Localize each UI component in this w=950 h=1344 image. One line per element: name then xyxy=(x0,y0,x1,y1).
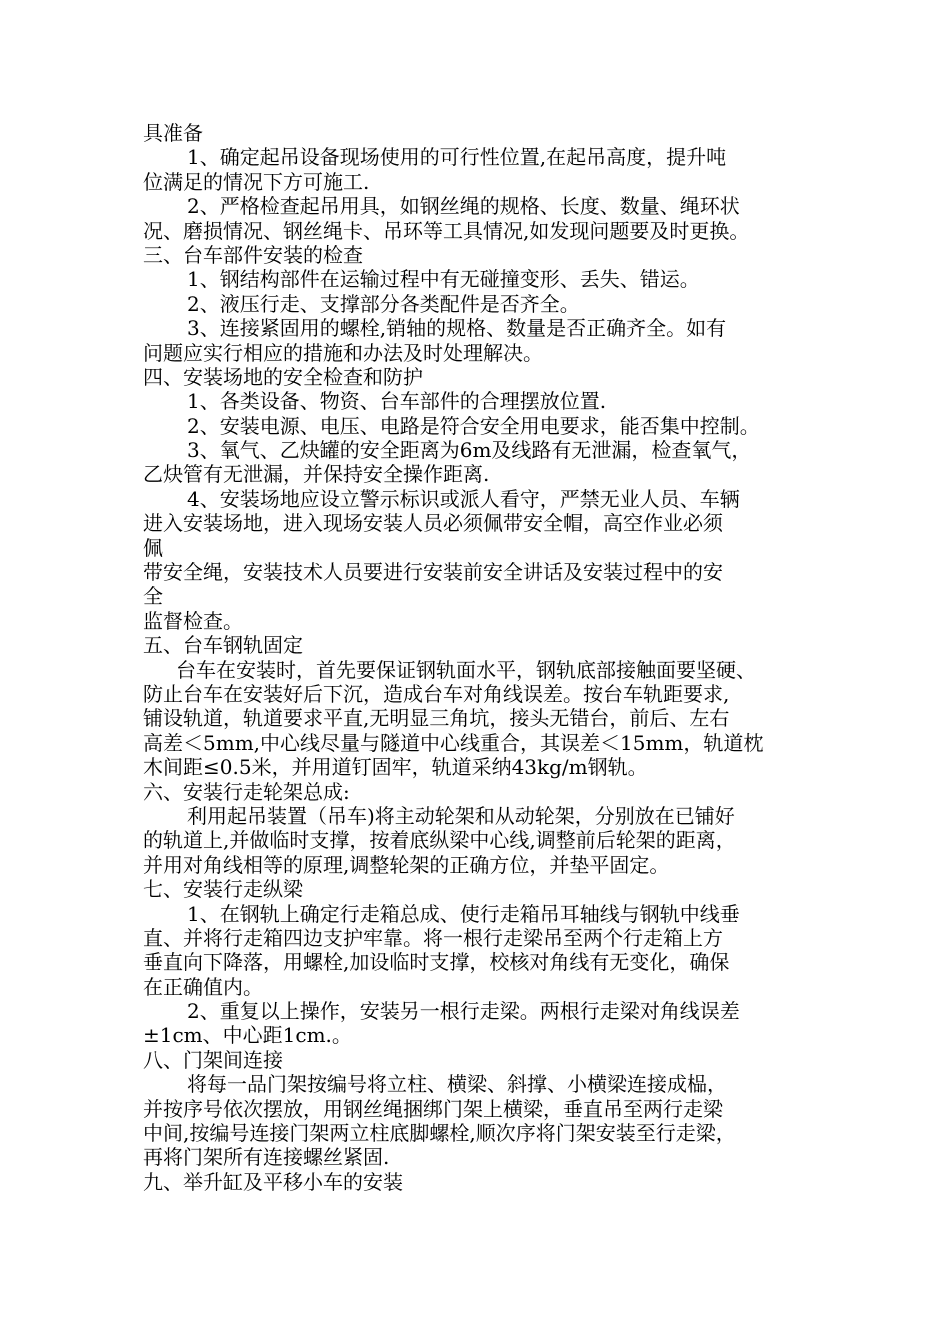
text-line: 四、安装场地的安全检查和防护 xyxy=(143,364,423,389)
text-line: 铺设轨道，轨道要求平直,无明显三角坑，接头无错台，前后、左右 xyxy=(143,706,730,731)
text-line: 进入安装场地，进入现场安装人员必须佩带安全帽，高空作业必须 xyxy=(143,511,723,536)
text-line: 位满足的情况下方可施工. xyxy=(143,169,370,194)
text-line: 2、严格检查起吊用具，如钢丝绳的规格、长度、数量、绳环状 xyxy=(187,194,740,219)
text-line: 直、并将行走箱四边支护牢靠。将一根行走梁吊至两个行走箱上方 xyxy=(143,925,723,950)
text-line: 1、钢结构部件在运输过程中有无碰撞变形、丢失、错运。 xyxy=(187,267,700,292)
text-line: 并用对角线相等的原理,调整轮架的正确方位，并垫平固定。 xyxy=(143,852,670,877)
text-line: 九、举升缸及平移小车的安装 xyxy=(143,1169,403,1194)
text-line: 2、液压行走、支撑部分各类配件是否齐全。 xyxy=(187,291,580,316)
text-line: 并按序号依次摆放，用钢丝绳捆绑门架上横梁，垂直吊至两行走梁 xyxy=(143,1096,723,1121)
text-line: 利用起吊装置（吊车)将主动轮架和从动轮架，分别放在已铺好 xyxy=(187,803,735,828)
text-line: 中间,按编号连接门架两立柱底脚螺栓,顺次序将门架安装至行走梁， xyxy=(143,1121,736,1146)
text-line: 七、安装行走纵梁 xyxy=(143,877,303,902)
text-line: 将每一品门架按编号将立柱、横梁、斜撑、小横梁连接成榀， xyxy=(187,1072,727,1097)
text-line: 1、确定起吊设备现场使用的可行性位置,在起吊高度，提升吨 xyxy=(187,145,727,170)
text-line: 监督检查。 xyxy=(143,608,243,633)
text-line: 3、氧气、乙炔罐的安全距离为6m及线路有无泄漏，检查氧气， xyxy=(187,438,752,463)
text-line: 2、安装电源、电压、电路是符合安全用电要求，能否集中控制。 xyxy=(187,413,760,438)
text-line: 具准备 xyxy=(143,121,203,145)
text-line: 垂直向下降落，用螺栓,加设临时支撑，校核对角线有无变化，确保 xyxy=(143,950,730,975)
text-line: ±1cm、中心距1cm.。 xyxy=(143,1023,352,1048)
text-line: 台车在安装时，首先要保证钢轨面水平，钢轨底部接触面要坚硬、 xyxy=(176,657,756,682)
text-line: 3、连接紧固用的螺栓,销轴的规格、数量是否正确齐全。如有 xyxy=(187,316,727,341)
document-body xyxy=(143,121,833,1194)
text-line: 的轨道上,并做临时支撑，按着底纵梁中心线,调整前后轮架的距离， xyxy=(143,828,736,853)
text-line: 高差＜5mm,中心线尽量与隧道中心线重合，其误差＜15mm，轨道枕 xyxy=(143,730,764,755)
text-line: 1、各类设备、物资、台车部件的合理摆放位置. xyxy=(187,389,607,414)
text-line: 八、门架间连接 xyxy=(143,1047,283,1072)
text-line: 2、重复以上操作，安装另一根行走梁。两根行走梁对角线误差 xyxy=(187,999,740,1024)
text-line: 再将门架所有连接螺丝紧固. xyxy=(143,1145,390,1170)
text-line: 三、台车部件安装的检查 xyxy=(143,242,363,267)
text-line: 4、安装场地应设立警示标识或派人看守，严禁无业人员、车辆 xyxy=(187,486,740,511)
text-line: 全 xyxy=(143,584,163,609)
text-line: 五、台车钢轨固定 xyxy=(143,633,303,658)
text-line: 带安全绳，安装技术人员要进行安装前安全讲话及安装过程中的安 xyxy=(143,560,723,585)
text-line: 防止台车在安装好后下沉，造成台车对角线误差。按台车轨距要求, xyxy=(143,681,730,706)
text-line: 木间距≤0.5米，并用道钉固牢，轨道采纳43kg/m钢轨。 xyxy=(143,755,648,780)
text-line: 佩 xyxy=(143,535,163,560)
text-line: 六、安装行走轮架总成: xyxy=(143,779,350,804)
text-line: 乙炔管有无泄漏，并保持安全操作距离. xyxy=(143,462,490,487)
text-line: 1、在钢轨上确定行走箱总成、使行走箱吊耳轴线与钢轨中线垂 xyxy=(187,901,740,926)
text-line: 问题应实行相应的措施和办法及时处理解决。 xyxy=(143,340,543,365)
text-line: 况、磨损情况、钢丝绳卡、吊环等工具情况,如发现问题要及时更换。 xyxy=(143,218,750,243)
text-line: 在正确值内。 xyxy=(143,974,263,999)
